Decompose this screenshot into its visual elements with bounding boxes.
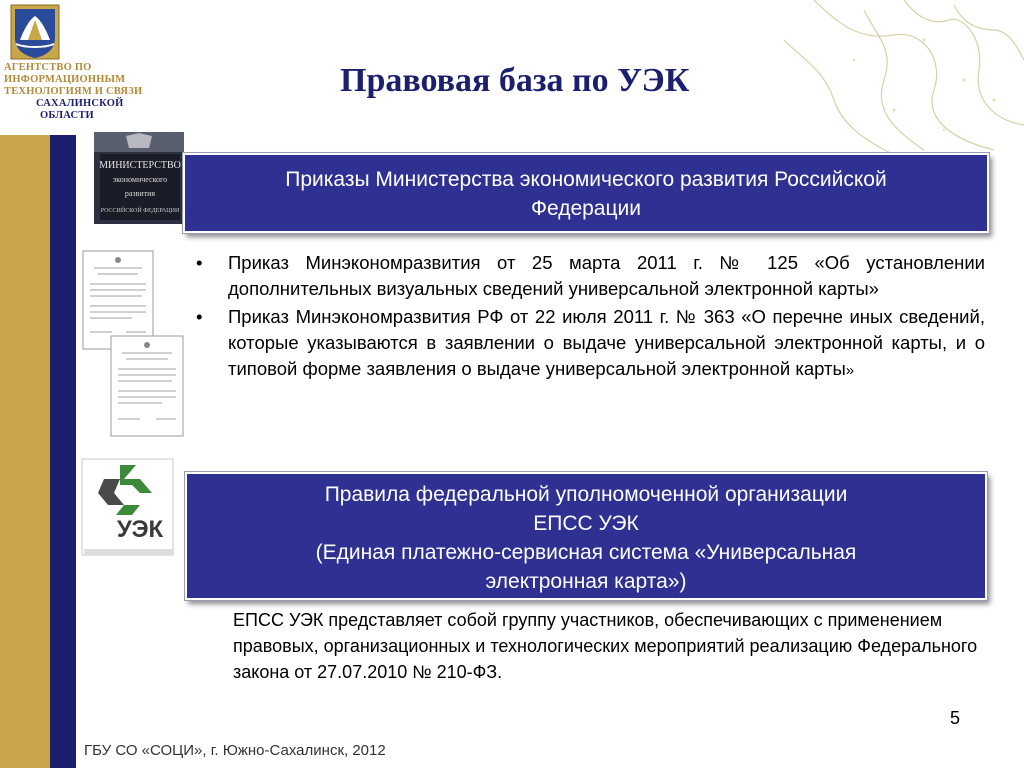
ministry-sign-line: РОССИЙСКОЙ ФЕДЕРАЦИИ bbox=[100, 208, 180, 214]
ministry-orders-banner bbox=[183, 153, 989, 233]
map-decoration bbox=[694, 0, 1024, 160]
list-item bbox=[190, 304, 985, 384]
agency-logo bbox=[0, 0, 160, 135]
orders-list bbox=[190, 250, 985, 386]
agency-line: ИНФОРМАЦИОННЫМ bbox=[4, 74, 126, 85]
page-number: 5 bbox=[950, 708, 961, 728]
ministry-sign-line: МИНИСТЕРСТВО bbox=[99, 160, 181, 171]
agency-line: ТЕХНОЛОГИЯМ И СВЯЗИ bbox=[4, 86, 143, 97]
ministry-sign-line: развития bbox=[124, 189, 156, 198]
uek-logo-icon bbox=[80, 457, 175, 557]
bullet-marker: • bbox=[196, 252, 203, 273]
banner-line: (Единая платежно-сервисная система «Универсальная bbox=[315, 541, 857, 564]
footer-text: ГБУ СО «СОЦИ», г. Южно-Сахалинск, 2012 bbox=[84, 742, 386, 759]
closing-quote: » bbox=[845, 362, 855, 379]
agency-line: САХАЛИНСКОЙ bbox=[36, 98, 124, 109]
coat-of-arms-icon bbox=[10, 4, 60, 60]
banner-line: Федерации bbox=[531, 197, 641, 220]
banner-line: электронная карта») bbox=[485, 570, 687, 593]
epss-rules-banner bbox=[185, 472, 987, 600]
order-text: Приказ Минэкономразвития от 25 марта 2011 г. № 125 «Об установлении дополнительных визуальных сведений универсальной электронной карты» bbox=[228, 252, 985, 299]
banner-line: ЕПСС УЭК bbox=[533, 512, 639, 535]
uek-logo bbox=[80, 457, 175, 557]
banner-line: Приказы Министерства экономического развития Российской bbox=[285, 168, 887, 191]
ministry-sign-line: экономического bbox=[112, 175, 168, 184]
order-text: Приказ Минэкономразвития РФ от 22 июля 2011 г. № 363 «О перечне иных сведений, которые указываются в заявлении о выдаче универсальной электронной карты, и о типовой форме заявления о выдаче универсальной электронной карты bbox=[228, 306, 985, 379]
banner-line: Правила федеральной уполномоченной организации bbox=[324, 483, 848, 506]
agency-line: АГЕНТСТВО ПО bbox=[4, 62, 92, 73]
list-item bbox=[190, 250, 985, 302]
epss-description: ЕПСС УЭК представляет собой группу участников, обеспечивающих с применением правовых, организационных и технологических мероприятий реализацию Федерального закона от 27.07.2010 № 210-ФЗ. bbox=[233, 610, 978, 682]
left-gold-stripe bbox=[0, 135, 50, 768]
bullet-marker: • bbox=[196, 306, 203, 327]
agency-name bbox=[4, 62, 164, 122]
page-title: Правовая база по УЭК bbox=[340, 62, 690, 99]
uek-logo-text: УЭК bbox=[116, 516, 164, 543]
agency-line: ОБЛАСТИ bbox=[40, 110, 94, 121]
document-thumbnail-2 bbox=[110, 335, 184, 437]
left-navy-stripe bbox=[50, 135, 76, 768]
ministry-sign-image bbox=[94, 132, 184, 224]
